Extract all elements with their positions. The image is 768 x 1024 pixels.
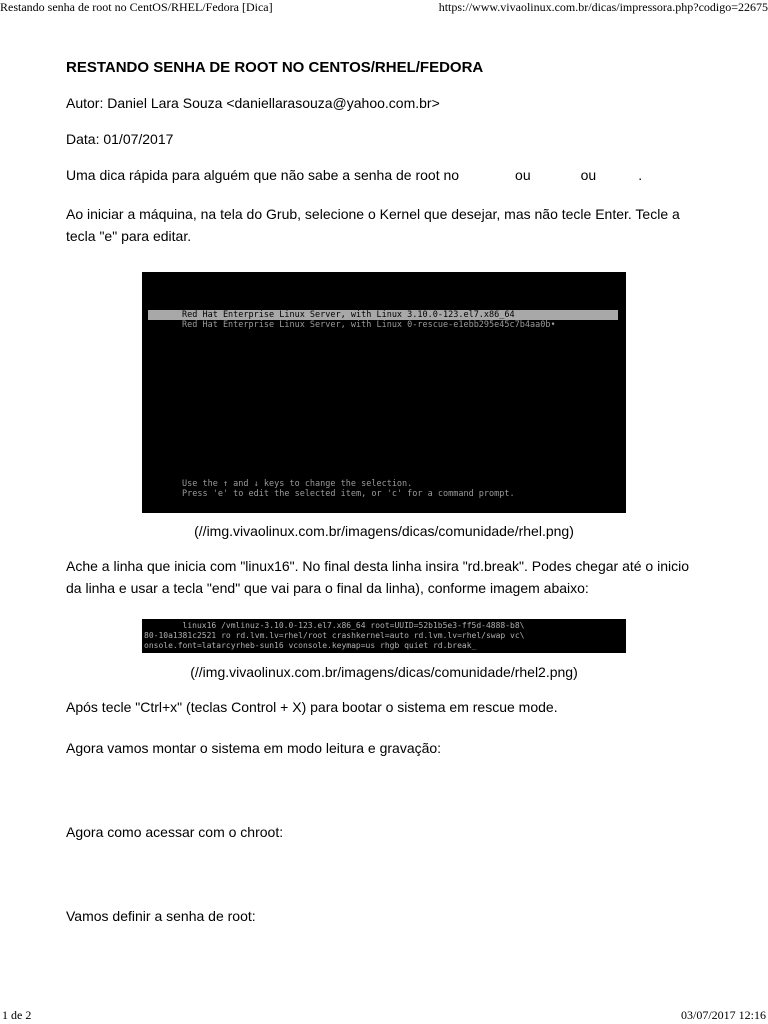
intro-ou-first: ou (515, 167, 531, 183)
intro-text: Uma dica rápida para alguém que não sabe a senha de root no (66, 167, 460, 183)
page-number: 1 de 2 (2, 1008, 32, 1022)
kernel-line-screenshot (142, 619, 626, 653)
linux16-instructions: Ache a linha que inicia com "linux16". No final desta linha insira "rd.break". Podes chegar até o inicio da linha e usar a tecla "end" que vai para o final da linha), conforme imagem abaixo: (66, 558, 690, 596)
print-header-title: Restando senha de root no CentOS/RHEL/Fedora [Dica] (0, 0, 273, 14)
grub-menu-item-rescue: Red Hat Enterprise Linux Server, with Linux 0-rescue-e1ebb295e45c7b4aa0b• (182, 320, 556, 330)
grub-help-line: Use the ↑ and ↓ keys to change the selection. (182, 479, 413, 489)
kernel-cmd-line: linux16 /vmlinuz-3.10.0-123.el7.x86_64 root=UUID=52b1b5e3-ff5d-4888-b8\ (144, 621, 525, 630)
date-line: Data: 01/07/2017 (66, 131, 174, 147)
chroot-instructions: Agora como acessar com o chroot: (66, 824, 284, 840)
boot-instructions: Após tecle "Ctrl+x" (teclas Control + X) para bootar o sistema em rescue mode. (66, 699, 558, 715)
kernel-cmd-line: 80-10a1381c2521 ro rd.lvm.lv=rhel/root crashkernel=auto rd.lvm.lv=rhel/swap vc\ (144, 631, 525, 640)
print-header-url: https://www.vivaolinux.com.br/dicas/impressora.php?codigo=22675 (438, 0, 768, 14)
print-footer (0, 1008, 768, 1022)
intro-paragraph (66, 164, 706, 186)
intro-ou-second: ou (580, 167, 597, 183)
kernel-cmd-line: onsole.font=latarcyrheb-sun16 vconsole.keymap=us rhgb quiet rd.break_ (144, 641, 477, 650)
article-title: RESTANDO SENHA DE ROOT NO CENTOS/RHEL/FEDORA (66, 59, 484, 76)
author-line: Autor: Daniel Lara Souza <daniellarasouza@yahoo.com.br> (66, 95, 440, 111)
grub-menu-item-selected: Red Hat Enterprise Linux Server, with Linux 3.10.0-123.el7.x86_64 (148, 310, 618, 320)
intro-end: . (638, 167, 643, 183)
mount-instructions: Agora vamos montar o sistema em modo leitura e gravação: (66, 740, 442, 756)
password-instructions: Vamos definir a senha de root: (66, 908, 256, 924)
image-caption-rhel: (//img.vivaolinux.com.br/imagens/dicas/comunidade/rhel.png) (194, 523, 574, 539)
grub-instructions: Ao iniciar a máquina, na tela do Grub, selecione o Kernel que desejar, mas não tecle Enter. Tecle a tecla "e" para editar. (66, 206, 680, 244)
grub-help-line: Press 'e' to edit the selected item, or 'c' for a command prompt. (182, 489, 515, 499)
print-datetime: 03/07/2017 12:16 (680, 1008, 766, 1022)
print-header (0, 0, 768, 14)
image-caption-rhel2: (//img.vivaolinux.com.br/imagens/dicas/comunidade/rhel2.png) (190, 664, 578, 680)
grub-menu-screenshot (142, 272, 626, 513)
